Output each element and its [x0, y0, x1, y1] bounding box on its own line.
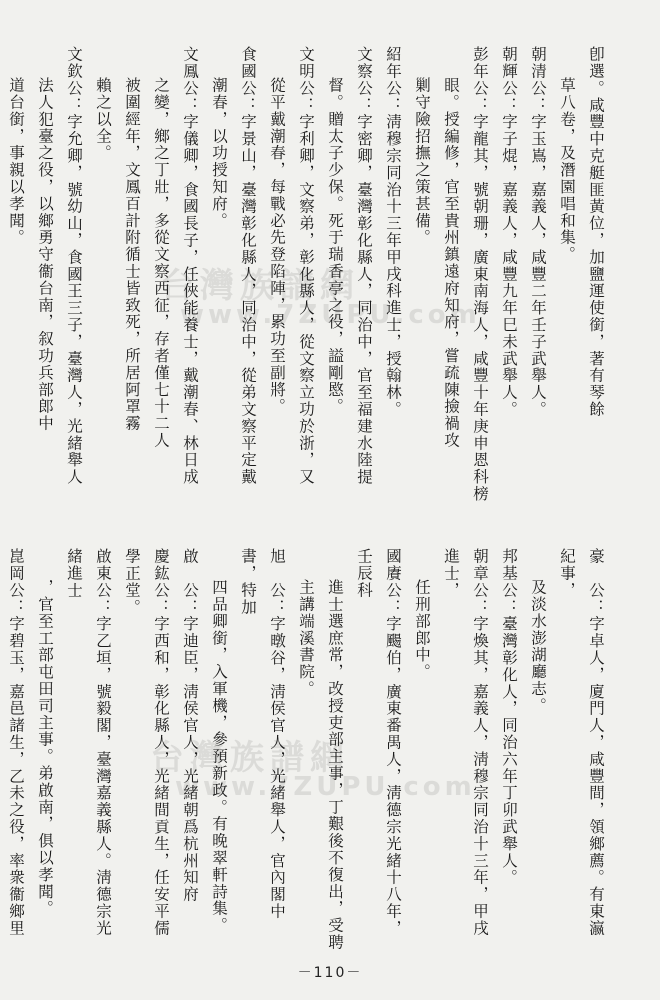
text-column-continuation: 被圍經年，文鳳百計附循士皆致死，所居阿罩霧 — [123, 77, 141, 432]
text-column-continuation: 草八卷，及潛園唱和集。 — [558, 77, 576, 263]
upper-text-section — [7, 46, 610, 546]
entry-column: 彭年公：字龍其，號朝珊，廣東南海人，咸豐十年庚申恩科榜 — [471, 46, 489, 503]
text-column-continuation: 督。贈太子少保。死于瑞香亭之役，謚剛愍。 — [326, 77, 344, 415]
watermark-text: 台灣族譜網 — [150, 738, 350, 778]
watermark-text: 台灣族譜網 — [160, 266, 360, 306]
entry-column: 紹年公：淸穆宗同治十三年甲戌科進士，授翰林。 — [384, 46, 402, 418]
text-column-continuation: ，官至工部屯田司主事。弟啟南，俱以孝聞。 — [36, 579, 54, 917]
entry-column: 旭 公：字暾谷，淸侯官人，光緒舉人，官內閣中書，特加 — [239, 548, 286, 920]
entry-column: 食國公：字景山，臺灣彰化縣人，同治中，從弟文察平定戴 — [239, 46, 257, 486]
text-column-continuation: 主講端溪書院。 — [297, 579, 315, 698]
text-column-continuation: 任刑部郎中。 — [413, 579, 431, 681]
entry-column: 文察公：字密卿，臺灣彰化縣人，同治中，官至福建水陸提 — [355, 46, 373, 486]
entry-column: 慶鈜公：字西和，彰化縣人，光緒間貢生，任安平儒學正堂。 — [123, 548, 170, 937]
page-number: －110－ — [297, 965, 363, 981]
text-column-continuation: 法人犯臺之役，以鄉勇守衞台南，叙功兵部郎中 — [36, 77, 54, 432]
entry-column: 朝輝公：字子焜，嘉義人，咸豐九年巳未武舉人。 — [500, 46, 518, 418]
entry-column: 文鳳公：字儀卿，食國長子，任俠能養士，戴潮春、林日成 — [181, 46, 199, 486]
entry-column: 朝章公：字煥其，嘉義人，淸穆宗同治十三年，甲戌進士， — [442, 548, 489, 937]
watermark-url: www.7ZUPU.com — [175, 772, 476, 802]
text-column-continuation: 道台銜，事親以孝聞。 — [7, 77, 25, 246]
text-column-continuation: 眼。授編修，官至貴州鎮遠府知府，嘗疏陳撿禍攻 — [442, 77, 460, 449]
entry-column: 文欽公：字允卿，號幼山，食國王三子，臺灣人，光緒舉人 — [65, 46, 83, 486]
text-column-continuation: 及淡水澎湖廳志。 — [529, 579, 547, 715]
entry-column: 國賡公：字颺伯，廣東番禺人，淸德宗光緒十八年，壬辰科 — [355, 548, 402, 937]
entry-column: 崑岡公：字碧玉，嘉邑諸生，乙未之役，率衆衞鄉里 — [7, 548, 25, 937]
lower-text-section — [7, 548, 610, 953]
text-column-continuation: 進士選庶常，改授吏部主事，丁艱後不復出，受聘 — [326, 579, 344, 951]
entry-column: 卽選。咸豐中克艇匪黃位，加鹽運使銜，著有琴餘 — [587, 46, 605, 418]
text-column-continuation: 剿守險招撫之策甚備。 — [413, 77, 431, 246]
text-column-continuation: 賴之以全。 — [94, 77, 112, 162]
text-column-continuation: 潮春，以功授知府。 — [210, 77, 228, 230]
entry-column: 豪 公：字卓人，廈門人，咸豐間，領鄉薦。有東瀛紀事， — [558, 548, 605, 937]
text-column-continuation: 四品卿銜，入軍機，參預新政。有晚翠軒詩集。 — [210, 579, 228, 934]
entry-column — [0, 46, 1, 546]
entry-column: 啟東公：字乙垣，號毅閣，臺灣嘉義縣人。淸德宗光緒進士 — [65, 548, 112, 937]
text-column-continuation: 從平戴潮春，每戰必先登陷陣，累功至副將。 — [268, 77, 286, 415]
entry-column: 啟 公：字迪臣，淸侯官人，光緒朝爲杭州知府 — [181, 548, 199, 903]
watermark-url: www.7ZUPU.com — [180, 300, 481, 330]
entry-column: 邦基公：臺灣彰化人，同治六年丁卯武舉人。 — [500, 548, 518, 886]
entry-column: 朝清公：字玉嶌，嘉義人，咸豐二年壬子武舉人。 — [529, 46, 547, 418]
text-column-continuation: 之變，鄉之丁壯，多從文察西征，存者僅七十二人 — [152, 77, 170, 449]
entry-column: 文明公：字利卿，文察弟，彰化縣人，從文察立功於浙，又 — [297, 46, 315, 486]
